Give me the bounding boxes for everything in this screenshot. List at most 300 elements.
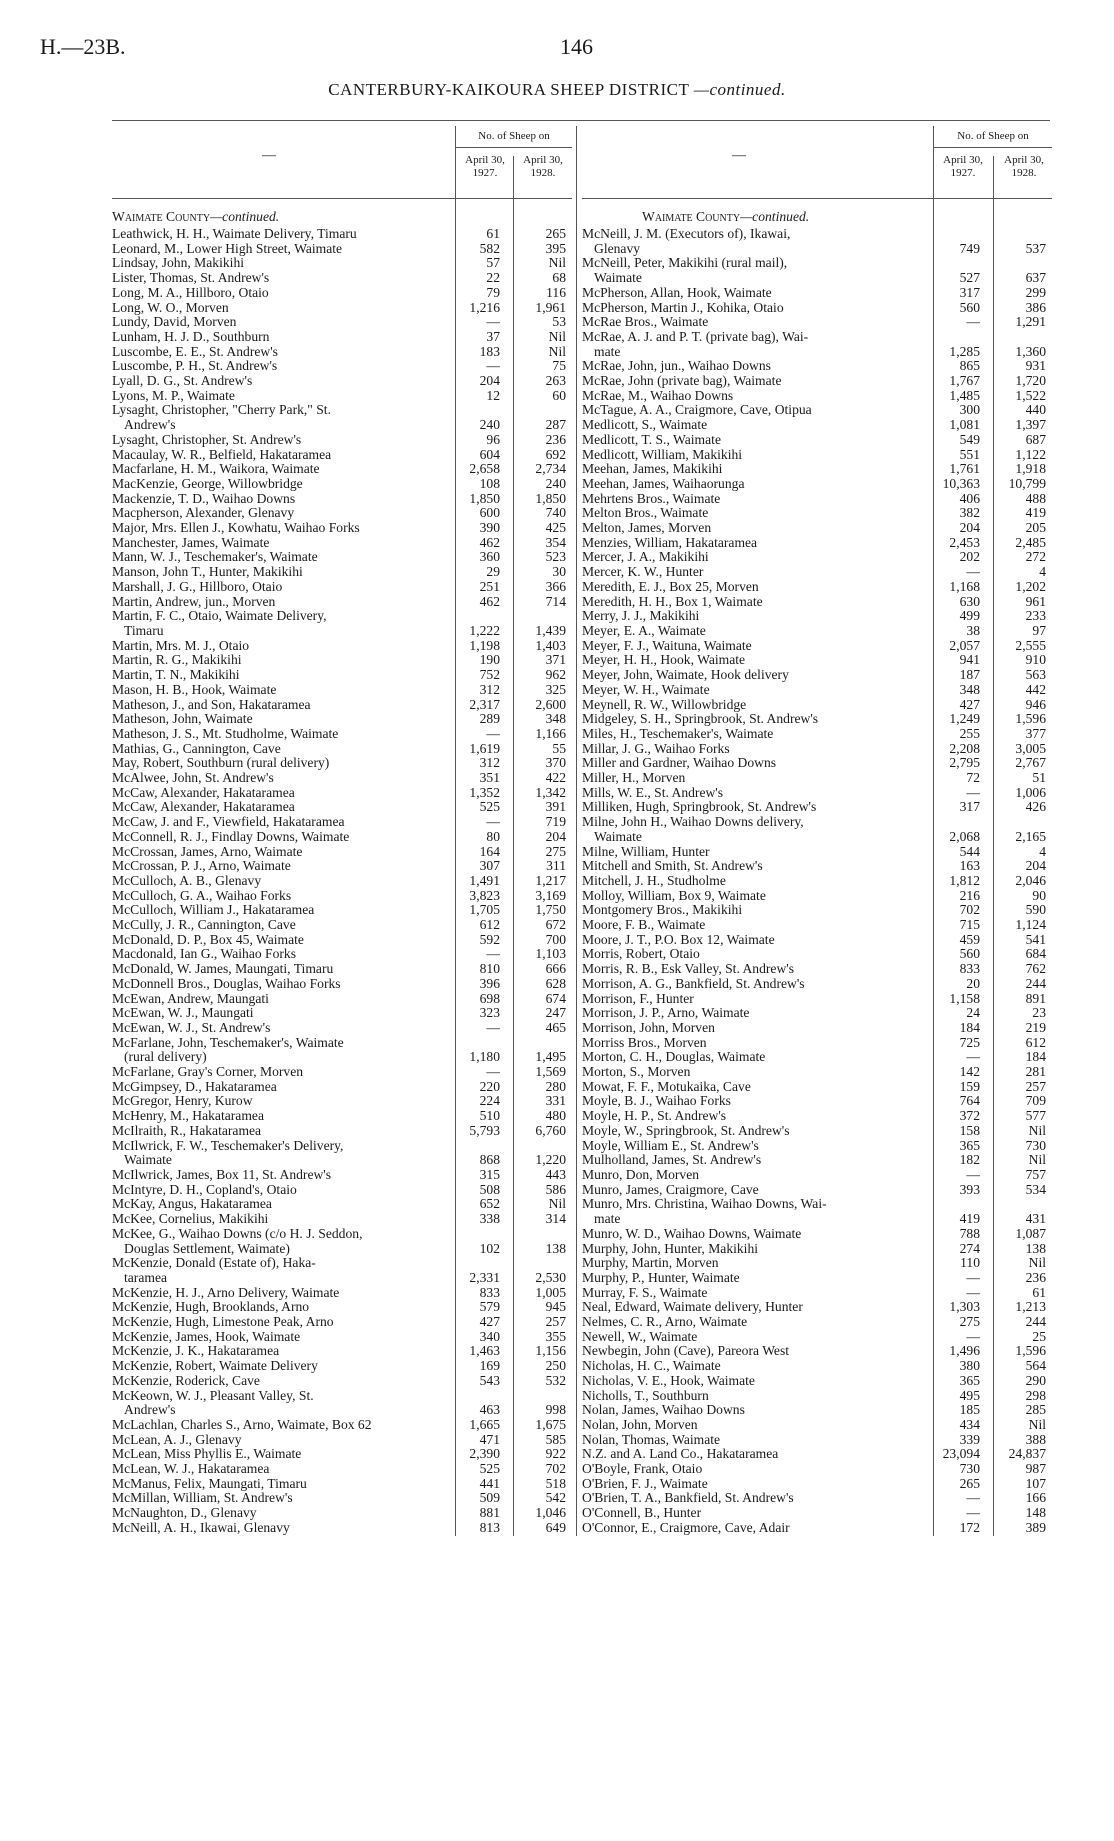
sheep-1928: 1,675: [535, 1416, 566, 1432]
sheep-1928: 265: [545, 226, 566, 241]
sheep-1928: 1,439: [535, 622, 566, 638]
holder-name: [112, 918, 444, 933]
sheep-1928: 236: [545, 431, 566, 447]
sheep-1928: 24,837: [1008, 1446, 1046, 1462]
holder-name-line: Mills, W. E., St. Andrew's: [582, 785, 724, 800]
holder-name-line: McPherson, Allan, Hook, Waimate: [582, 285, 772, 300]
table-row: [582, 962, 1052, 977]
table-row: [112, 565, 572, 580]
sheep-1928: 10,799: [1008, 475, 1046, 491]
holder-name-line: Murphy, Martin, Morven: [582, 1256, 719, 1271]
holder-name-line: Montgomery Bros., Makikihi: [582, 903, 743, 918]
holder-name: [112, 903, 444, 918]
table-row: [582, 1271, 1052, 1286]
sheep-1927: 2,068: [949, 828, 980, 844]
header-rule: [112, 120, 1050, 121]
holder-name-line: McFarlane, John, Teschemaker's, Waimate: [112, 1035, 344, 1050]
sheep-1927: 2,208: [949, 740, 980, 756]
holder-name: [582, 1344, 920, 1359]
sheep-1927: 499: [959, 608, 980, 624]
sheep-1928: 541: [1025, 931, 1046, 947]
table-row: [582, 506, 1052, 521]
holder-name-line: Meredith, H. H., Box 1, Waimate: [582, 594, 763, 609]
sheep-1927: 788: [959, 1225, 980, 1241]
table-row: [582, 256, 1052, 285]
holder-name: [582, 683, 920, 698]
sheep-1927: 630: [959, 593, 980, 609]
holder-name: [112, 698, 444, 713]
holder-name: [582, 933, 920, 948]
holder-name-line: McCrossan, P. J., Arno, Waimate: [112, 859, 291, 874]
table-row: [112, 1506, 572, 1521]
table-row: [582, 918, 1052, 933]
table-row: [582, 1094, 1052, 1109]
sheep-1928: 931: [1025, 358, 1046, 374]
sheep-1928: 61: [1032, 1284, 1046, 1300]
table-row: [582, 418, 1052, 433]
holder-name-line: Morris, R. B., Esk Valley, St. Andrew's: [582, 962, 795, 977]
table-row: [112, 1359, 572, 1374]
holder-name-line: May, Robert, Southburn (rural delivery): [112, 756, 330, 771]
holder-name: [582, 815, 920, 844]
table-row: [112, 1065, 572, 1080]
sheep-1927: 300: [959, 402, 980, 418]
sheep-1928: 532: [545, 1372, 566, 1388]
sheep-1927: 1,216: [469, 299, 500, 315]
sheep-1927: 216: [959, 887, 980, 903]
sheep-1927: 551: [959, 446, 980, 462]
sheep-1927: 390: [479, 520, 500, 536]
sheep-1927: 459: [959, 931, 980, 947]
holder-name-line: Matheson, J., and Son, Hakataramea: [112, 697, 311, 712]
table-row: [582, 933, 1052, 948]
table-row: [112, 756, 572, 771]
sheep-1928: 945: [545, 1299, 566, 1315]
left-table: [112, 126, 572, 1536]
date-1927-heading: April 30, 1927.: [943, 154, 983, 179]
table-row: [582, 889, 1052, 904]
holder-name-line: Martin, F. C., Otaio, Waimate Delivery,: [112, 609, 327, 624]
table-row: [582, 742, 1052, 757]
holder-name-line: Nolan, James, Waihao Downs: [582, 1403, 745, 1418]
table-row: [112, 815, 572, 830]
table-row: [112, 242, 572, 257]
table-row: [112, 580, 572, 595]
table-row: [582, 1389, 1052, 1404]
sheep-1927: 549: [959, 431, 980, 447]
holder-name-line: Martin, T. N., Makikihi: [112, 668, 240, 683]
holder-name-line: McAlwee, John, St. Andrew's: [112, 771, 274, 786]
sheep-1927: 419: [959, 1211, 980, 1227]
holder-name: [112, 639, 444, 654]
sheep-1928: 1,961: [535, 299, 566, 315]
table-row: [112, 227, 572, 242]
sheep-1928: 247: [545, 1005, 566, 1021]
table-row: [112, 1344, 572, 1359]
sheep-1927: —: [966, 1269, 980, 1285]
holder-name-line: Morris, Robert, Otaio: [582, 947, 700, 962]
table-row: [582, 1153, 1052, 1168]
county-continued: —continued.: [740, 209, 810, 224]
holder-name: [582, 462, 920, 477]
holder-name: [112, 330, 444, 345]
holder-name: [112, 286, 444, 301]
table-row: [582, 550, 1052, 565]
sheep-1927: 725: [959, 1034, 980, 1050]
table-row: [112, 536, 572, 551]
sheep-1927: 365: [959, 1137, 980, 1153]
holder-name-line: McGregor, Henry, Kurow: [112, 1094, 253, 1109]
sheep-1927: 508: [479, 1181, 500, 1197]
sheep-1927: 158: [959, 1122, 980, 1138]
sheep-1928: 1,342: [535, 784, 566, 800]
table-row: [112, 1286, 572, 1301]
holder-name-line: Luscombe, P. H., St. Andrew's: [112, 359, 278, 374]
table-row: [112, 1389, 572, 1418]
table-row: [582, 947, 1052, 962]
sheep-1927: 185: [959, 1402, 980, 1418]
sheep-1927: 2,331: [469, 1269, 500, 1285]
holder-name: [582, 1506, 920, 1521]
holder-name-line: McFarlane, Gray's Corner, Morven: [112, 1065, 304, 1080]
table-row: [112, 595, 572, 610]
holder-name-line: McRae, John, jun., Waihao Downs: [582, 359, 771, 374]
holder-name: [582, 1491, 920, 1506]
holder-name: [582, 256, 920, 285]
holder-name-line: Mulholland, James, St. Andrew's: [582, 1153, 762, 1168]
sheep-1927: —: [966, 564, 980, 580]
sheep-1928: 1,291: [1015, 314, 1046, 330]
table-row: [582, 1168, 1052, 1183]
holder-name-line: McRae, John (private bag), Waimate: [582, 374, 782, 389]
holder-name: [582, 315, 920, 330]
sheep-1927: —: [966, 1328, 980, 1344]
holder-name: [582, 1447, 920, 1462]
holder-name: [112, 800, 444, 815]
holder-name-line: Moyle, W., Springbrook, St. Andrew's: [582, 1123, 790, 1138]
sheep-1928: 325: [545, 681, 566, 697]
table-row: [582, 992, 1052, 1007]
sheep-1927: 380: [959, 1358, 980, 1374]
sheep-1927: —: [486, 1019, 500, 1035]
holder-name-line: Macpherson, Alexander, Glenavy: [112, 506, 295, 521]
table-row: [582, 1330, 1052, 1345]
sheep-1928: 1,202: [1015, 578, 1046, 594]
holder-name: [112, 345, 444, 360]
sheep-1927: 1,303: [949, 1299, 980, 1315]
table-row: [112, 448, 572, 463]
sheep-1928: 204: [1025, 858, 1046, 874]
table-row: [112, 653, 572, 668]
holder-name-line: Moyle, B. J., Waihao Forks: [582, 1094, 731, 1109]
sheep-1927: 715: [959, 917, 980, 933]
table-row: [582, 1021, 1052, 1036]
holder-name: [582, 1065, 920, 1080]
table-row: [112, 301, 572, 316]
sheep-1928: 3,169: [535, 887, 566, 903]
table-row: [582, 1315, 1052, 1330]
sheep-1927: 163: [959, 858, 980, 874]
table-row: [112, 874, 572, 889]
sheep-1927: 592: [479, 931, 500, 947]
holder-name-line: Newbegin, John (Cave), Pareora West: [582, 1344, 790, 1359]
sheep-1928: 184: [1025, 1049, 1046, 1065]
holder-name-line: Macdonald, Ian G., Waihao Forks: [112, 947, 297, 962]
holder-name-line: McConnell, R. J., Findlay Downs, Waimate: [112, 829, 350, 844]
sheep-1928: 1,720: [1015, 373, 1046, 389]
holder-name-line: McCaw, Alexander, Hakataramea: [112, 800, 295, 815]
sheep-1928: 290: [1025, 1372, 1046, 1388]
holder-name: [112, 712, 444, 727]
holder-name: [112, 448, 444, 463]
table-row: [112, 698, 572, 713]
table-row: [112, 286, 572, 301]
holder-name: [112, 1168, 444, 1183]
sheep-1928: 25: [1032, 1328, 1046, 1344]
table-row: [112, 1080, 572, 1095]
sheep-1927: 1,491: [469, 872, 500, 888]
table-row: [112, 521, 572, 536]
table-row: [112, 389, 572, 404]
sheep-1928: 692: [545, 446, 566, 462]
sheep-1928: 55: [552, 740, 566, 756]
sheep-1927: 339: [959, 1431, 980, 1447]
sheep-1928: 762: [1025, 961, 1046, 977]
right-table: [582, 126, 1052, 1536]
sheep-1927: 2,658: [469, 461, 500, 477]
sheep-1927: 61: [486, 226, 500, 241]
holder-name: [582, 1521, 920, 1536]
holder-name-line: Meehan, James, Waihaorunga: [582, 476, 745, 491]
holder-name: [582, 492, 920, 507]
sheep-1928: 386: [1025, 299, 1046, 315]
sheep-1928: 577: [1025, 1108, 1046, 1124]
sheep-1928: 1,397: [1015, 417, 1046, 433]
sheep-1927: 57: [486, 255, 500, 271]
table-row: [582, 565, 1052, 580]
sheep-1927: 3,823: [469, 887, 500, 903]
holder-name: [112, 1139, 444, 1168]
sheep-1928: 391: [545, 799, 566, 815]
sheep-1928: 431: [1025, 1211, 1046, 1227]
holder-name-line: Mowat, F. F., Motukaika, Cave: [582, 1079, 751, 1094]
table-row: [582, 815, 1052, 844]
holder-name: [582, 1462, 920, 1477]
holder-name: [112, 565, 444, 580]
holder-name: [582, 889, 920, 904]
holder-name: [582, 756, 920, 771]
sheep-1928: 488: [1025, 490, 1046, 506]
holder-name-line: Newell, W., Waimate: [582, 1329, 698, 1344]
sheep-1928: 523: [545, 549, 566, 565]
sheep-1928: 1,217: [535, 872, 566, 888]
holder-name-line: Mitchell and Smith, St. Andrew's: [582, 859, 763, 874]
sheep-1928: 244: [1025, 1314, 1046, 1330]
holder-name-line: McCully, J. R., Cannington, Cave: [112, 918, 296, 933]
table-row: [112, 1168, 572, 1183]
holder-name-line: Nolan, John, Morven: [582, 1417, 698, 1432]
table-row: [582, 1183, 1052, 1198]
table-row: [112, 771, 572, 786]
holder-name-line: Leathwick, H. H., Waimate Delivery, Timaru: [112, 227, 357, 241]
sheep-1928: 30: [552, 564, 566, 580]
sheep-1928: 891: [1025, 990, 1046, 1006]
date-1927-heading: April 30, 1927.: [465, 154, 505, 179]
table-row: [582, 712, 1052, 727]
holder-name: [112, 1491, 444, 1506]
sheep-1927: 204: [479, 373, 500, 389]
sheep-1928: 298: [1025, 1387, 1046, 1403]
table-row: [112, 947, 572, 962]
table-row: [112, 903, 572, 918]
table-row: [112, 477, 572, 492]
sheep-1928: 422: [545, 770, 566, 786]
holder-name: [112, 815, 444, 830]
holder-name: [112, 301, 444, 316]
holder-name: [112, 595, 444, 610]
holder-name-continuation: mate: [594, 343, 621, 359]
sheep-1928: Nil: [548, 343, 566, 359]
sheep-1927: 396: [479, 975, 500, 991]
column-divider: [513, 156, 514, 1536]
holder-name-line: Meyer, John, Waimate, Hook delivery: [582, 668, 789, 683]
holder-name: [112, 1300, 444, 1315]
holder-name-line: Millar, J. G., Waihao Forks: [582, 741, 730, 756]
sheep-1927: —: [966, 1167, 980, 1182]
name-column-heading: —: [732, 148, 746, 163]
sheep-1927: 317: [959, 799, 980, 815]
sheep-count-heading: No. of Sheep on: [456, 130, 572, 148]
sheep-1928: 1,596: [1015, 711, 1046, 727]
table-row: [112, 1521, 572, 1536]
holder-name: [582, 301, 920, 316]
table-row: [582, 727, 1052, 742]
holder-name: [112, 315, 444, 330]
holder-name: [582, 580, 920, 595]
holder-name: [582, 1389, 920, 1404]
holder-name-line: McRae Bros., Waimate: [582, 315, 709, 330]
sheep-1928: 272: [1025, 549, 1046, 565]
table-row: [582, 1506, 1052, 1521]
sheep-1928: 666: [545, 961, 566, 977]
holder-name: [582, 712, 920, 727]
holder-name: [582, 992, 920, 1007]
table-row: [582, 786, 1052, 801]
sheep-1928: 1,220: [535, 1152, 566, 1168]
table-row: [112, 256, 572, 271]
holder-name-line: McKay, Angus, Hakataramea: [112, 1197, 272, 1212]
page-title: [0, 80, 1114, 100]
holder-name-line: McNaughton, D., Glenavy: [112, 1506, 257, 1521]
holder-name: [582, 1139, 920, 1154]
left-table-header: [112, 126, 572, 199]
sheep-1927: 275: [959, 1314, 980, 1330]
sheep-1927: 164: [479, 843, 500, 859]
holder-name: [582, 1359, 920, 1374]
table-row: [582, 462, 1052, 477]
table-row: [582, 771, 1052, 786]
sheep-1928: 998: [545, 1402, 566, 1418]
holder-name: [112, 977, 444, 992]
column-divider: [576, 126, 577, 1536]
holder-name: [582, 918, 920, 933]
holder-name-line: Lyons, M. P., Waimate: [112, 388, 235, 403]
table-row: [112, 933, 572, 948]
sheep-1928: 757: [1025, 1167, 1046, 1182]
table-row: [112, 315, 572, 330]
holder-name-line: Luscombe, E. E., St. Andrew's: [112, 344, 278, 359]
sheep-1928: 1,087: [1015, 1225, 1046, 1241]
holder-name-line: Mehrtens Bros., Waimate: [582, 491, 721, 506]
table-row: [112, 845, 572, 860]
sheep-1928: 6,760: [535, 1122, 566, 1138]
sheep-1927: 1,168: [949, 578, 980, 594]
sheep-1928: 23: [1032, 1005, 1046, 1021]
holder-name: [112, 374, 444, 389]
sheep-1928: 53: [552, 314, 566, 330]
holder-name-line: Macfarlane, H. M., Waikora, Waimate: [112, 462, 320, 477]
sheep-1927: 348: [959, 681, 980, 697]
sheep-1928: Nil: [1028, 1255, 1046, 1271]
sheep-1928: 612: [1025, 1034, 1046, 1050]
holder-name-line: Molloy, William, Box 9, Waimate: [582, 888, 766, 903]
sheep-1928: 426: [1025, 799, 1046, 815]
sheep-1928: 961: [1025, 593, 1046, 609]
holder-name-line: Midgeley, S. H., Springbrook, St. Andrew's: [582, 712, 819, 727]
holder-name: [112, 462, 444, 477]
holder-name: [112, 492, 444, 507]
sheep-1928: 107: [1025, 1475, 1046, 1491]
sheep-1927: 441: [479, 1475, 500, 1491]
holder-name: [582, 1242, 920, 1257]
sheep-1928: 389: [1025, 1519, 1046, 1535]
holder-name-line: Milne, William, Hunter: [582, 844, 710, 859]
sheep-1928: 275: [545, 843, 566, 859]
holder-name-line: Matheson, John, Waimate: [112, 712, 253, 727]
holder-name-line: Long, W. O., Morven: [112, 300, 229, 315]
holder-name-line: Lindsay, John, Makikihi: [112, 256, 245, 271]
holder-name-line: Martin, Andrew, jun., Morven: [112, 594, 276, 609]
table-row: [582, 315, 1052, 330]
sheep-1927: 317: [959, 284, 980, 300]
sheep-1927: 5,793: [469, 1122, 500, 1138]
sheep-1927: 2,795: [949, 755, 980, 771]
sheep-1927: 251: [479, 578, 500, 594]
sheep-1927: 23,094: [942, 1446, 980, 1462]
table-row: [582, 1227, 1052, 1242]
holder-name-line: McEwan, W. J., St. Andrew's: [112, 1020, 271, 1035]
sheep-1928: Nil: [1028, 1152, 1046, 1168]
holder-name: [112, 359, 444, 374]
sheep-1928: 204: [545, 828, 566, 844]
sheep-1927: 749: [959, 240, 980, 256]
sheep-1927: 1,850: [469, 490, 500, 506]
sheep-1927: 255: [959, 725, 980, 741]
sheep-1927: 764: [959, 1093, 980, 1109]
holder-name-line: O'Connor, E., Craigmore, Cave, Adair: [582, 1520, 790, 1535]
sheep-1927: 2,057: [949, 637, 980, 653]
table-row: [582, 1521, 1052, 1536]
holder-name-line: McKenzie, H. J., Arno Delivery, Waimate: [112, 1285, 340, 1300]
sheep-1928: 148: [1025, 1505, 1046, 1521]
holder-name: [112, 1389, 444, 1418]
table-row: [112, 345, 572, 360]
sheep-1928: 205: [1025, 520, 1046, 536]
holder-name: [112, 727, 444, 742]
sheep-1927: 10,363: [942, 475, 980, 491]
holder-name: [582, 227, 920, 256]
sheep-1928: 280: [545, 1078, 566, 1094]
